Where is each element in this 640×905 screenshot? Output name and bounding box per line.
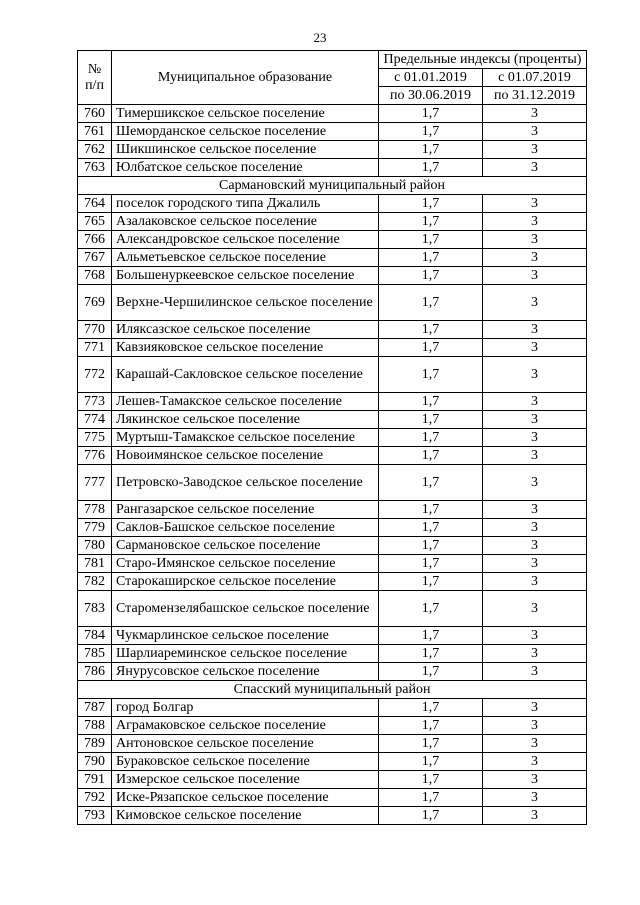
row-index-h2: 3	[483, 429, 587, 447]
row-index-h1: 1,7	[379, 645, 483, 663]
row-municipality: Старокаширское сельское поселение	[112, 573, 379, 591]
row-municipality: Верхне-Чершилинское сельское поселение	[112, 285, 379, 321]
row-municipality: Старо-Имянское сельское поселение	[112, 555, 379, 573]
page-number: 23	[313, 30, 327, 45]
row-number: 781	[78, 555, 112, 573]
row-index-h1: 1,7	[379, 159, 483, 177]
table-row	[78, 519, 587, 537]
row-number: 791	[78, 771, 112, 789]
row-number: 789	[78, 735, 112, 753]
row-index-h2: 3	[483, 699, 587, 717]
row-number: 778	[78, 501, 112, 519]
row-index-h1: 1,7	[379, 285, 483, 321]
row-index-h1: 1,7	[379, 771, 483, 789]
row-number: 761	[78, 123, 112, 141]
row-index-h1: 1,7	[379, 339, 483, 357]
row-index-h1: 1,7	[379, 501, 483, 519]
table-row	[78, 321, 587, 339]
row-index-h2: 3	[483, 753, 587, 771]
row-municipality: Кимовское сельское поселение	[112, 807, 379, 825]
row-index-h1: 1,7	[379, 735, 483, 753]
row-index-h2: 3	[483, 105, 587, 123]
row-number: 790	[78, 753, 112, 771]
row-number: 769	[78, 285, 112, 321]
row-index-h2: 3	[483, 357, 587, 393]
row-index-h2: 3	[483, 339, 587, 357]
row-number: 771	[78, 339, 112, 357]
row-municipality: Лякинское сельское поселение	[112, 411, 379, 429]
table-row	[78, 645, 587, 663]
row-index-h2: 3	[483, 465, 587, 501]
row-municipality: Новоимянское сельское поселение	[112, 447, 379, 465]
table-row	[78, 213, 587, 231]
row-number: 783	[78, 591, 112, 627]
row-municipality: Карашай-Сакловское сельское поселение	[112, 357, 379, 393]
row-number: 760	[78, 105, 112, 123]
row-index-h1: 1,7	[379, 555, 483, 573]
row-municipality: Саклов-Башское сельское поселение	[112, 519, 379, 537]
table-row	[78, 195, 587, 213]
row-index-h1: 1,7	[379, 717, 483, 735]
header-period1-line1: с 01.01.2019	[379, 69, 483, 87]
row-municipality: Антоновское сельское поселение	[112, 735, 379, 753]
row-index-h2: 3	[483, 555, 587, 573]
row-municipality: Рангазарское сельское поселение	[112, 501, 379, 519]
row-number: 765	[78, 213, 112, 231]
table-row	[78, 807, 587, 825]
row-municipality: Старомензелябашское сельское поселение	[112, 591, 379, 627]
row-municipality: Петровско-Заводское сельское поселение	[112, 465, 379, 501]
row-number: 788	[78, 717, 112, 735]
row-index-h2: 3	[483, 321, 587, 339]
row-number: 762	[78, 141, 112, 159]
table-row	[78, 339, 587, 357]
row-index-h2: 3	[483, 717, 587, 735]
row-index-h1: 1,7	[379, 411, 483, 429]
table-row	[78, 555, 587, 573]
table-row	[78, 285, 587, 321]
row-municipality: Юлбатское сельское поселение	[112, 159, 379, 177]
table-row	[78, 447, 587, 465]
row-index-h1: 1,7	[379, 627, 483, 645]
row-number: 775	[78, 429, 112, 447]
row-index-h2: 3	[483, 249, 587, 267]
table-row	[78, 753, 587, 771]
section-title: Спасский муниципальный район	[78, 681, 587, 699]
row-index-h2: 3	[483, 591, 587, 627]
row-index-h1: 1,7	[379, 537, 483, 555]
row-municipality: Тимершикское сельское поселение	[112, 105, 379, 123]
row-municipality: Иске-Рязапское сельское поселение	[112, 789, 379, 807]
row-municipality: Аграмаковское сельское поселение	[112, 717, 379, 735]
row-index-h1: 1,7	[379, 663, 483, 681]
row-municipality: Кавзияковское сельское поселение	[112, 339, 379, 357]
table-row	[78, 465, 587, 501]
row-municipality: Шарлиареминское сельское поселение	[112, 645, 379, 663]
table-row	[78, 267, 587, 285]
row-index-h1: 1,7	[379, 573, 483, 591]
row-municipality: Альметьевское сельское поселение	[112, 249, 379, 267]
table-row	[78, 573, 587, 591]
table-row	[78, 627, 587, 645]
row-index-h2: 3	[483, 645, 587, 663]
row-number: 766	[78, 231, 112, 249]
row-index-h1: 1,7	[379, 807, 483, 825]
table-row	[78, 105, 587, 123]
row-number: 786	[78, 663, 112, 681]
header-limits: Предельные индексы (проценты)	[379, 51, 587, 69]
row-index-h1: 1,7	[379, 249, 483, 267]
row-index-h2: 3	[483, 771, 587, 789]
row-index-h1: 1,7	[379, 195, 483, 213]
row-number: 779	[78, 519, 112, 537]
table-row	[78, 735, 587, 753]
row-index-h1: 1,7	[379, 447, 483, 465]
row-number: 776	[78, 447, 112, 465]
row-index-h2: 3	[483, 213, 587, 231]
row-index-h2: 3	[483, 537, 587, 555]
row-municipality: поселок городского типа Джалиль	[112, 195, 379, 213]
row-index-h2: 3	[483, 807, 587, 825]
row-number: 793	[78, 807, 112, 825]
row-municipality: Муртыш-Тамакское сельское поселение	[112, 429, 379, 447]
table-row	[78, 249, 587, 267]
row-index-h2: 3	[483, 501, 587, 519]
table-row	[78, 771, 587, 789]
row-number: 785	[78, 645, 112, 663]
row-index-h1: 1,7	[379, 753, 483, 771]
row-index-h1: 1,7	[379, 591, 483, 627]
table-row	[78, 123, 587, 141]
row-municipality: Лешев-Тамакское сельское поселение	[112, 393, 379, 411]
table-row	[78, 141, 587, 159]
row-number: 773	[78, 393, 112, 411]
row-index-h1: 1,7	[379, 231, 483, 249]
row-index-h2: 3	[483, 285, 587, 321]
row-municipality: Шикшинское сельское поселение	[112, 141, 379, 159]
row-index-h2: 3	[483, 663, 587, 681]
row-number: 768	[78, 267, 112, 285]
row-index-h2: 3	[483, 735, 587, 753]
row-number: 780	[78, 537, 112, 555]
table-body	[78, 105, 587, 825]
row-number: 770	[78, 321, 112, 339]
row-index-h2: 3	[483, 519, 587, 537]
row-municipality: Большенуркеевское сельское поселение	[112, 267, 379, 285]
header-municipality: Муниципальное образование	[112, 51, 379, 105]
row-index-h2: 3	[483, 411, 587, 429]
table-header	[78, 51, 587, 105]
section-row	[78, 681, 587, 699]
row-number: 784	[78, 627, 112, 645]
row-index-h1: 1,7	[379, 213, 483, 231]
row-index-h2: 3	[483, 447, 587, 465]
row-municipality: Янурусовское сельское поселение	[112, 663, 379, 681]
table-row	[78, 537, 587, 555]
limits-table	[77, 50, 587, 825]
row-number: 763	[78, 159, 112, 177]
table-row	[78, 357, 587, 393]
row-index-h1: 1,7	[379, 699, 483, 717]
table-row	[78, 789, 587, 807]
row-index-h1: 1,7	[379, 123, 483, 141]
row-index-h1: 1,7	[379, 429, 483, 447]
row-index-h2: 3	[483, 627, 587, 645]
row-index-h2: 3	[483, 231, 587, 249]
row-number: 787	[78, 699, 112, 717]
row-municipality: город Болгар	[112, 699, 379, 717]
row-index-h1: 1,7	[379, 519, 483, 537]
table-row	[78, 411, 587, 429]
header-period2-line1: с 01.07.2019	[483, 69, 587, 87]
row-index-h2: 3	[483, 123, 587, 141]
row-municipality: Чукмарлинское сельское поселение	[112, 627, 379, 645]
table-row	[78, 717, 587, 735]
table-row	[78, 393, 587, 411]
row-index-h2: 3	[483, 393, 587, 411]
row-municipality: Азалаковское сельское поселение	[112, 213, 379, 231]
row-number: 772	[78, 357, 112, 393]
row-index-h1: 1,7	[379, 465, 483, 501]
row-number: 767	[78, 249, 112, 267]
row-index-h1: 1,7	[379, 393, 483, 411]
section-row	[78, 177, 587, 195]
row-index-h2: 3	[483, 573, 587, 591]
row-municipality: Измерское сельское поселение	[112, 771, 379, 789]
row-index-h2: 3	[483, 159, 587, 177]
row-municipality: Иляксазское сельское поселение	[112, 321, 379, 339]
row-number: 764	[78, 195, 112, 213]
table-row	[78, 501, 587, 519]
table-row	[78, 231, 587, 249]
row-municipality: Бураковское сельское поселение	[112, 753, 379, 771]
row-municipality: Сармановское сельское поселение	[112, 537, 379, 555]
header-period1-line2: по 30.06.2019	[379, 87, 483, 105]
row-index-h1: 1,7	[379, 789, 483, 807]
row-municipality: Шеморданское сельское поселение	[112, 123, 379, 141]
row-number: 782	[78, 573, 112, 591]
row-index-h2: 3	[483, 789, 587, 807]
table-row	[78, 429, 587, 447]
row-index-h2: 3	[483, 141, 587, 159]
table-row	[78, 699, 587, 717]
row-index-h1: 1,7	[379, 267, 483, 285]
row-index-h2: 3	[483, 267, 587, 285]
row-index-h1: 1,7	[379, 357, 483, 393]
header-num-label-1: №	[87, 61, 102, 77]
row-index-h1: 1,7	[379, 141, 483, 159]
header-num	[78, 51, 112, 105]
row-municipality: Александровское сельское поселение	[112, 231, 379, 249]
table-row	[78, 159, 587, 177]
row-number: 774	[78, 411, 112, 429]
table-row	[78, 591, 587, 627]
header-num-label-2: п/п	[85, 77, 104, 93]
row-index-h1: 1,7	[379, 105, 483, 123]
row-number: 777	[78, 465, 112, 501]
row-index-h2: 3	[483, 195, 587, 213]
table-row	[78, 663, 587, 681]
header-period2-line2: по 31.12.2019	[483, 87, 587, 105]
row-index-h1: 1,7	[379, 321, 483, 339]
row-number: 792	[78, 789, 112, 807]
section-title: Сармановский муниципальный район	[78, 177, 587, 195]
